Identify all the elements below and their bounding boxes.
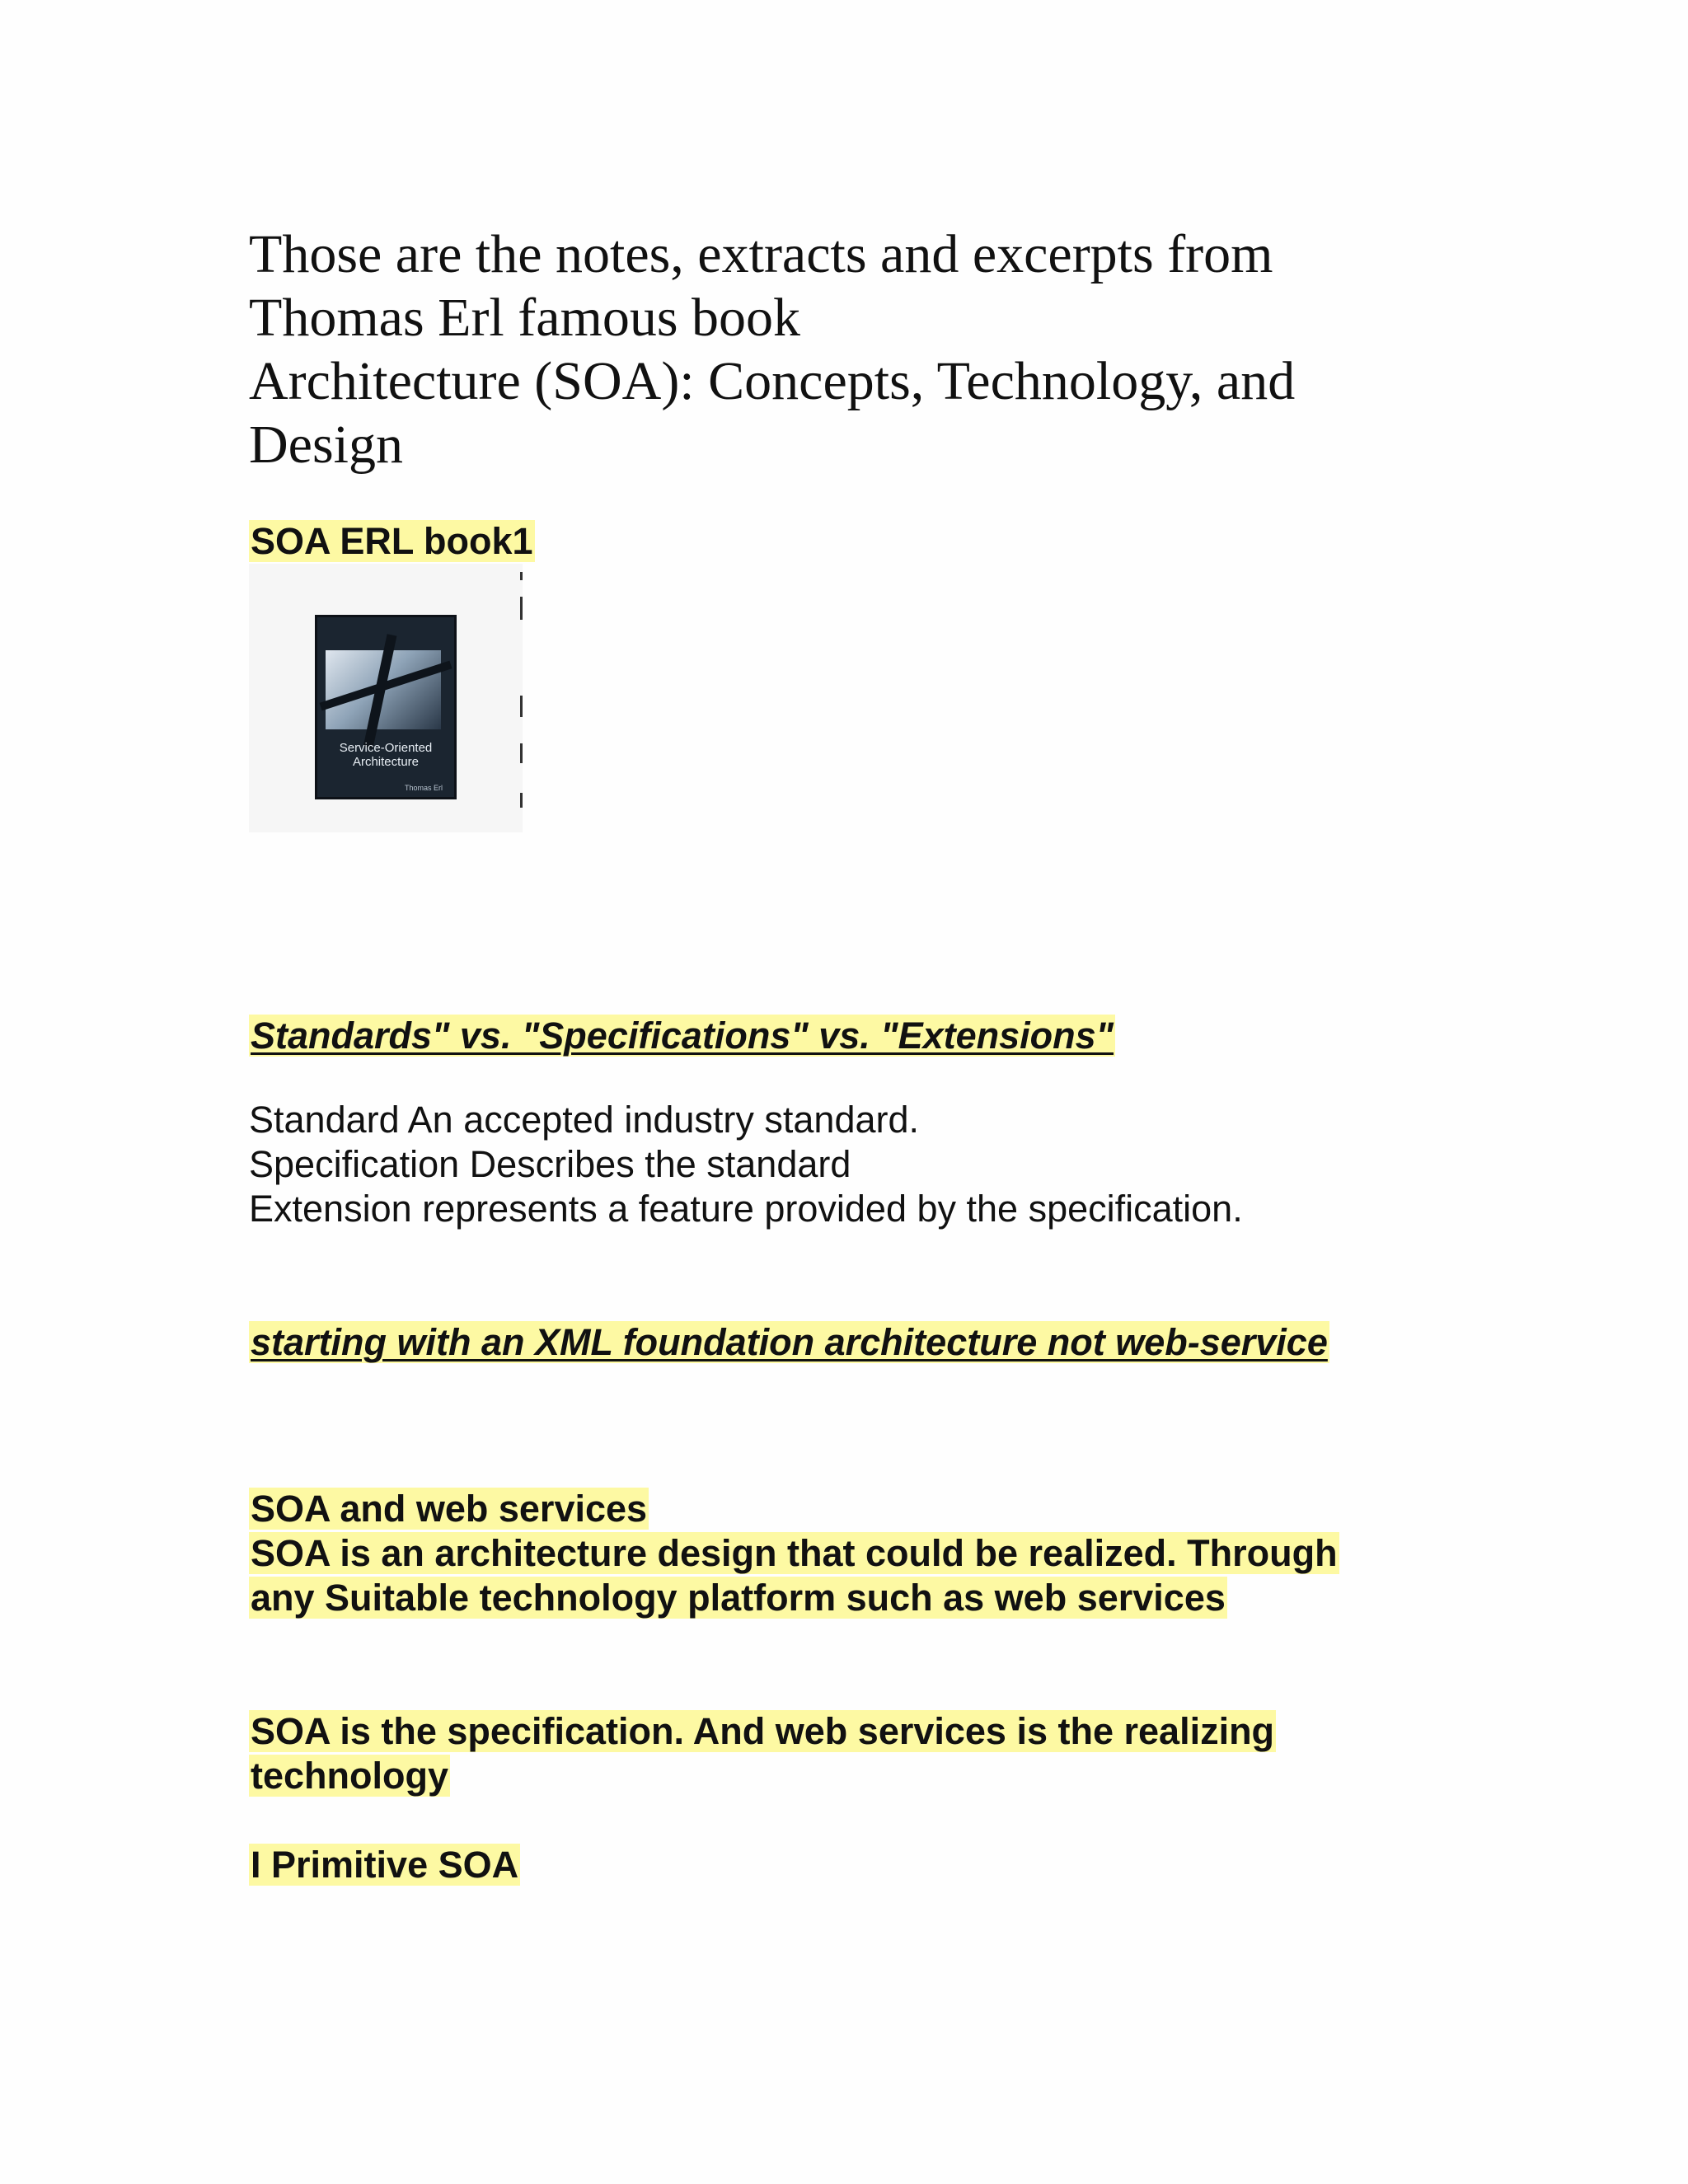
book-heading: SOA ERL book1 bbox=[251, 520, 533, 562]
definition-line: Extension represents a feature provided by the specification. bbox=[249, 1188, 1243, 1230]
primitive-soa-row bbox=[249, 1843, 1469, 1887]
xml-heading-row bbox=[249, 1320, 1469, 1365]
cover-title-line: Architecture bbox=[352, 755, 420, 769]
soa-web-line-row bbox=[249, 1576, 1469, 1620]
cover-author: Thomas Erl bbox=[404, 784, 443, 792]
primitive-soa-heading: I Primitive SOA bbox=[251, 1844, 519, 1886]
intro-paragraph bbox=[249, 223, 1469, 476]
document-content bbox=[249, 223, 1469, 1887]
book-cover bbox=[315, 615, 457, 799]
soa-web-line-row bbox=[249, 1487, 1469, 1531]
edge-mark bbox=[520, 597, 523, 620]
soa-spec-line: technology bbox=[251, 1755, 449, 1797]
xml-heading: starting with an XML foundation architecture not web-service bbox=[251, 1321, 1328, 1363]
book-cover-image bbox=[249, 564, 523, 832]
edge-mark bbox=[520, 696, 523, 717]
cover-title bbox=[322, 741, 449, 769]
soa-web-line: SOA and web services bbox=[251, 1488, 648, 1530]
standards-heading-row bbox=[249, 1014, 1469, 1058]
soa-spec-line-row bbox=[249, 1754, 1469, 1798]
intro-line: Design bbox=[249, 415, 403, 475]
edge-mark bbox=[520, 793, 523, 808]
standards-definitions bbox=[249, 1098, 1469, 1231]
book-heading-row bbox=[249, 519, 1469, 564]
soa-web-line: any Suitable technology platform such as web services bbox=[251, 1577, 1226, 1619]
soa-spec-line: SOA is the specification. And web services is the realizing bbox=[251, 1710, 1275, 1752]
soa-web-line: SOA is an architecture design that could be realized. Through bbox=[251, 1532, 1338, 1574]
soa-spec-section bbox=[249, 1709, 1469, 1798]
edge-mark bbox=[520, 572, 523, 580]
definition-line: Standard An accepted industry standard. bbox=[249, 1099, 920, 1141]
edge-mark bbox=[520, 743, 523, 763]
intro-line: Thomas Erl famous book bbox=[249, 288, 801, 348]
soa-web-line-row bbox=[249, 1531, 1469, 1576]
intro-line: Those are the notes, extracts and excerpts from bbox=[249, 224, 1273, 284]
definition-line: Specification Describes the standard bbox=[249, 1143, 851, 1185]
soa-web-section bbox=[249, 1487, 1469, 1620]
soa-spec-line-row bbox=[249, 1709, 1469, 1754]
standards-heading: Standards" vs. "Specifications" vs. "Extensions" bbox=[251, 1015, 1114, 1057]
intro-line: Architecture (SOA): Concepts, Technology, and bbox=[249, 351, 1296, 411]
cover-title-line: Service-Oriented bbox=[339, 741, 433, 755]
